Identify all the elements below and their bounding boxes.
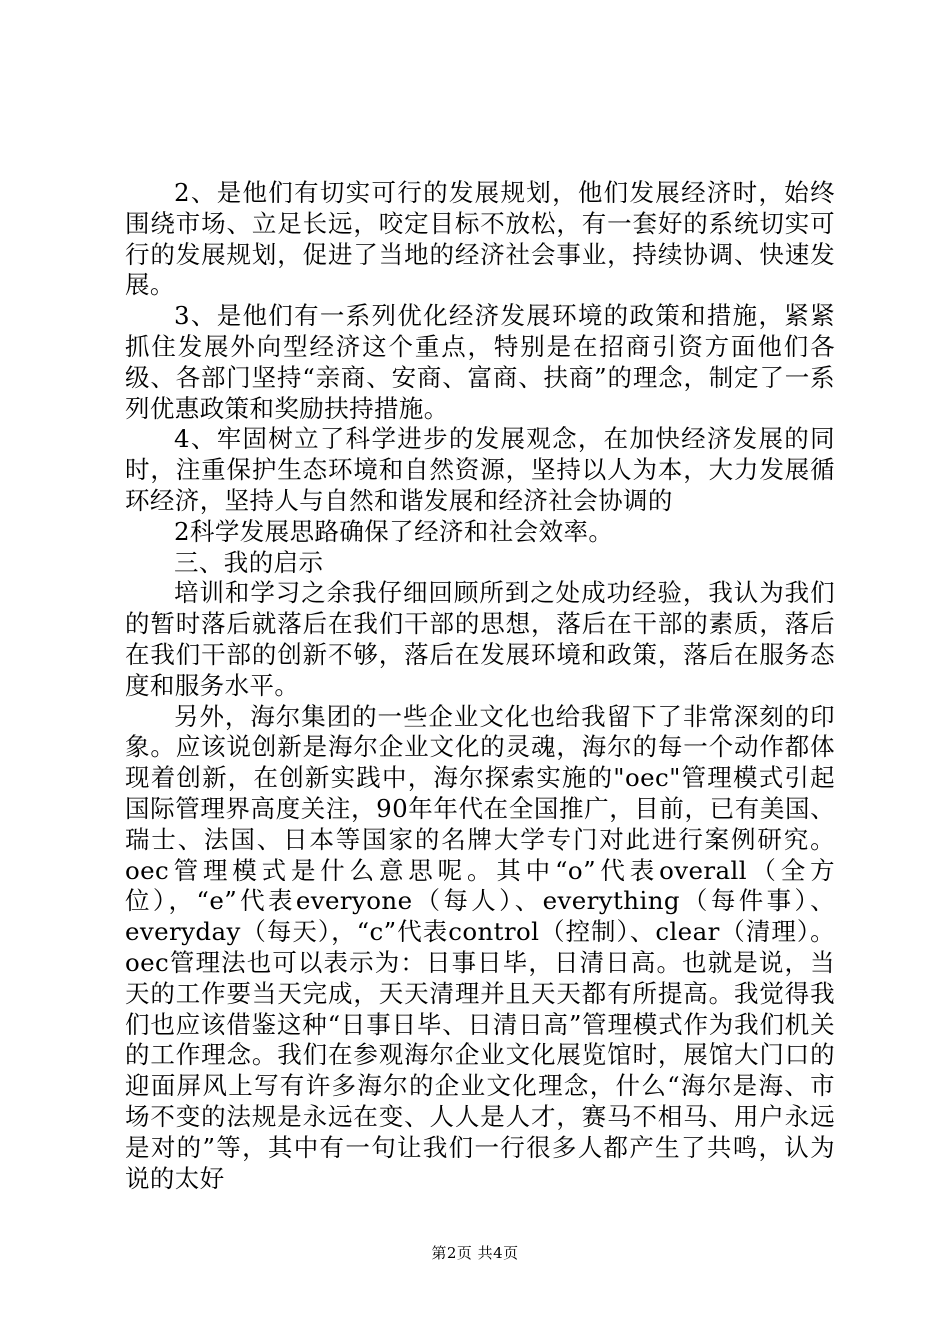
- page-footer: 第2页 共4页: [431, 1244, 519, 1262]
- paragraph-haier-culture: 另外，海尔集团的一些企业文化也给我留下了非常深刻的印象。应该说创新是海尔企业文化的灵魂，海尔的每一个动作都体现着创新，在创新实践中，海尔探索实施的"oec"管理模式引起国际管理界高度关注，90年年代在全国推广，目前，已有美国、瑞士、法国、日本等国家的名牌大学专门对此进行案例研究。oec管理模式是什么意思呢。其中“o”代表overall（全方位），“e”代表everyone（每人）、everything（每件事）、everyday（每天），“c”代表control（控制）、clear（清理）。oec管理法也可以表示为：日事日毕，日清日高。也就是说，当天的工作要当天完成，天天清理并且天天都有所提高。我觉得我们也应该借鉴这种“日事日毕、日清日高”管理模式作为我们机关的工作理念。我们在参观海尔企业文化展览馆时，展馆大门口的迎面屏风上写有许多海尔的企业文化理念，什么“海尔是海、市场不变的法规是永远在变、人人是人才，赛马不相马、用户永远是对的”等，其中有一句让我们一行很多人都产生了共鸣，认为说的太好: [125, 701, 835, 1193]
- paragraph-point-2: 2、是他们有切实可行的发展规划，他们发展经济时，始终围绕市场、立足长远，咬定目标不放松，有一套好的系统切实可行的发展规划，促进了当地的经济社会事业，持续协调、快速发展。: [125, 178, 835, 300]
- paragraph-point-4: 4、牢固树立了科学进步的发展观念，在加快经济发展的同时，注重保护生态环境和自然资源，坚持以人为本，大力发展循环经济，坚持人与自然和谐发展和经济社会协调的: [125, 424, 835, 515]
- paragraph-reflection: 培训和学习之余我仔细回顾所到之处成功经验，我认为我们的暂时落后就落后在我们干部的思想，落后在干部的素质，落后在我们干部的创新不够，落后在发展环境和政策，落后在服务态度和服务水平。: [125, 578, 835, 700]
- paragraph-point-3: 3、是他们有一系列优化经济发展环境的政策和措施，紧紧抓住发展外向型经济这个重点，特别是在招商引资方面他们各级、各部门坚持“亲商、安商、富商、扶商”的理念，制定了一系列优惠政策和奖励扶持措施。: [125, 301, 835, 423]
- section-heading-inspiration: 三、我的启示: [174, 547, 324, 577]
- paragraph-continuation: 2科学发展思路确保了经济和社会效率。: [174, 516, 614, 546]
- document-body: [125, 178, 835, 1194]
